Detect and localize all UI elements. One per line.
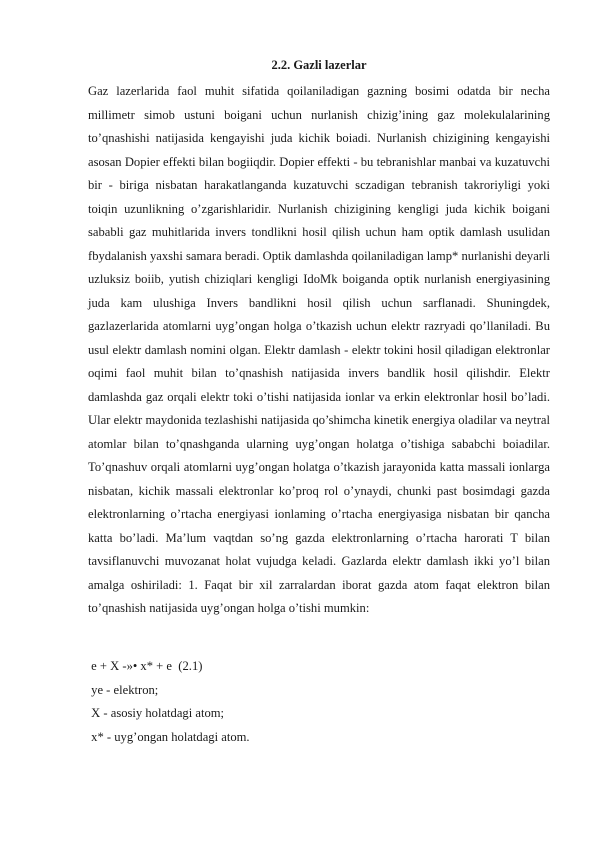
body-paragraph-container — [88, 80, 550, 621]
formula-equation: e + X -»• x* + e (2.1) — [88, 659, 203, 673]
definition-line: X - asosiy holatdagi atom; — [88, 706, 225, 720]
section-heading: 2.2. Gazli lazerlar — [271, 58, 367, 72]
definition-line: x* - uyg’ongan holatdagi atom. — [88, 729, 250, 744]
definition-line: ye - elektron; — [88, 682, 159, 697]
formula-block — [88, 655, 550, 749]
body-paragraph: Gaz lazerlarida faol muhit sifatida qoilaniladigan gazning bosimi odatda bir necha millimetr simob ustuni boigani uchun nurlanish chizig’ining gaz molekulalarining to’qnashishi natijasida kengayishi juda kichik boiadi. Nurlanish chizigining kengayishi asosan Dopier effekti bilan bogiiqdir. Dopier effekti - bu tebranishlar manbai va kuzatuvchi bir - biriga nisbatan harakatlanganda kuzatuvchi sczadigan tebranish takroriyligi yoki toiqin uzunlikning o’zgarishlaridir. Nurlanish chizigining kengligi juda kichik boigani sababli gaz muhitlarida invers tondlikni hosil qilish uchun ham optik damlash usulidan fbydalanish yaxshi samara beradi. Optik damlashda qoilaniladigan lamp* nurlanishi deyarli uzluksiz boiib, yutish chiziqlari kengligi IdoMk boiganda optik nurlanish energiyasining juda kam ulushiga Invers bandlikni hosil qilish uchun sarflanadi. Shuningdek, gazlazerlarida atomlarni uyg’ongan holga o’tkazish uchun elektr razryadi qo’llaniladi. Bu usul elektr damlash nomini olgan. Elektr damlash - elektr tokini hosil qiladigan elektronlar oqimi faol muhit bilan to’qnashish natijasida invers bandlik hosil qilishdir. Elektr damlashda gaz orqali elektr toki o’tishi natijasida ionlar va erkin elektronlar hosil bo’ladi. Ular elektr maydonida tezlashishi natijasida qo’shimcha kinetik energiya oladilar va neytral atomlar bilan to’qnashganda ularning uyg’ongan holatga o’tishiga sababchi boiadilar. To’qnashuv orqali atomlarni uyg’ongan holatga o’tkazish jarayonida katta massali ionlarga nisbatan, kichik massali elektronlar ko’proq rol o’ynaydi, chunki past bosimdagi gazda elektronlarning o’rtacha energiyasi ionlaming o’rtacha energiyasiga nisbatan bir qancha katta bo’ladi. Ma’lum vaqtdan so’ng gazda elektronlarning o’rtacha harorati T bilan tavsiflanuvchi muvozanat holat vujudga keladi. Gazlarda elektr damlash ikki yo’l bilan amalga oshiriladi: 1. Faqat bir xil zarralardan iborat gazda atom faqat elektron bilan to’qnashish natijasida uyg’ongan holga o’tishi mumkin: — [88, 84, 550, 615]
